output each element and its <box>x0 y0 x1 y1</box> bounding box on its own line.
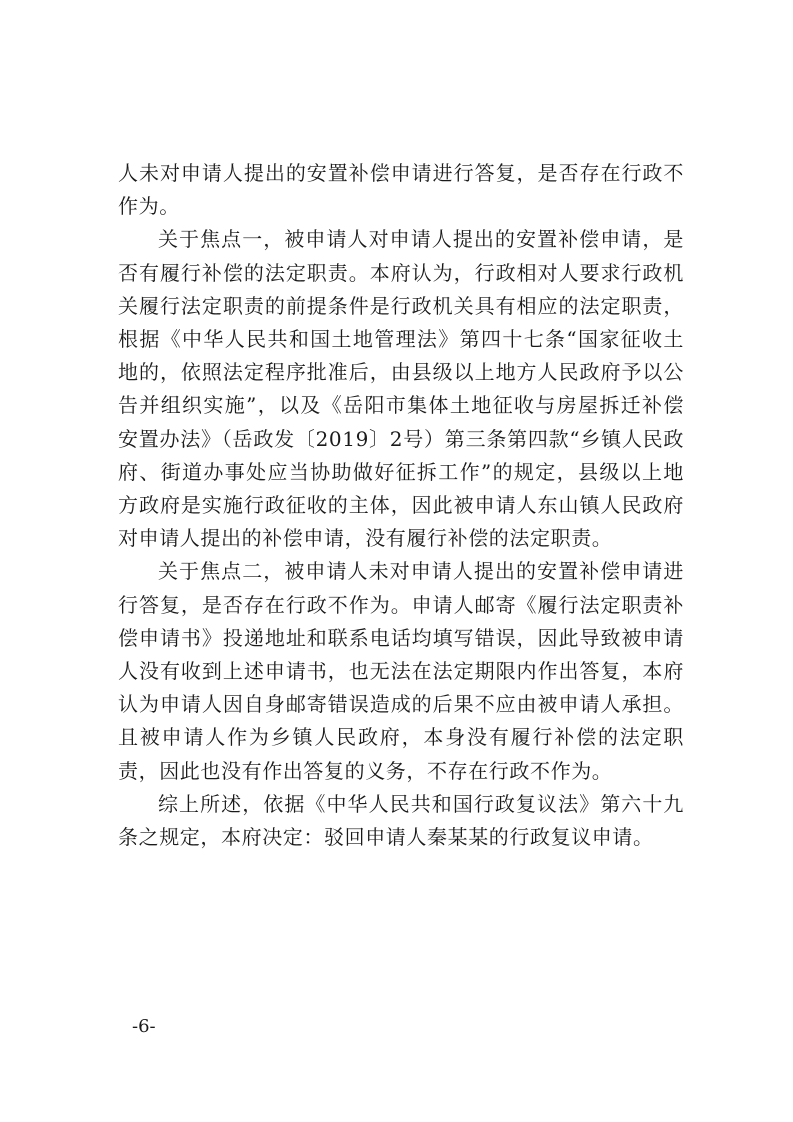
paragraph-focus-two: 关于焦点二，被申请人未对申请人提出的安置补偿申请进行答复，是否存在行政不作为。申请人邮寄《履行法定职责补偿申请书》投递地址和联系电话均填写错误，因此导致被申请人没有收到上述申请书，也无法在法定期限内作出答复，本府认为申请人因自身邮寄错误造成的后果不应由被申请人承担。且被申请人作为乡镇人民政府，本身没有履行补偿的法定职责，因此也没有作出答复的义务，不存在行政不作为。 <box>118 559 684 783</box>
document-body <box>118 157 684 854</box>
paragraph-continuation: 人未对申请人提出的安置补偿申请进行答复，是否存在行政不作为。 <box>118 161 684 219</box>
paragraph-conclusion: 综上所述，依据《中华人民共和国行政复议法》第六十九条之规定，本府决定：驳回申请人秦某某的行政复议申请。 <box>118 791 684 850</box>
paragraph-focus-one: 关于焦点一，被申请人对申请人提出的安置补偿申请，是否有履行补偿的法定职责。本府认为，行政相对人要求行政机关履行法定职责的前提条件是行政机关具有相应的法定职责，根据《中华人民共和国土地管理法》第四十七条“国家征收土地的，依照法定程序批准后，由县级以上地方人民政府予以公告并组织实施”，以及《岳阳市集体土地征收与房屋拆迁补偿安置办法》（岳政发〔2019〕2号）第三条第四款“乡镇人民政府、街道办事处应当协助做好征拆工作”的规定，县级以上地方政府是实施行政征收的主体，因此被申请人东山镇人民政府对申请人提出的补偿申请，没有履行补偿的法定职责。 <box>118 227 684 551</box>
page-number: -6- <box>132 1016 156 1037</box>
